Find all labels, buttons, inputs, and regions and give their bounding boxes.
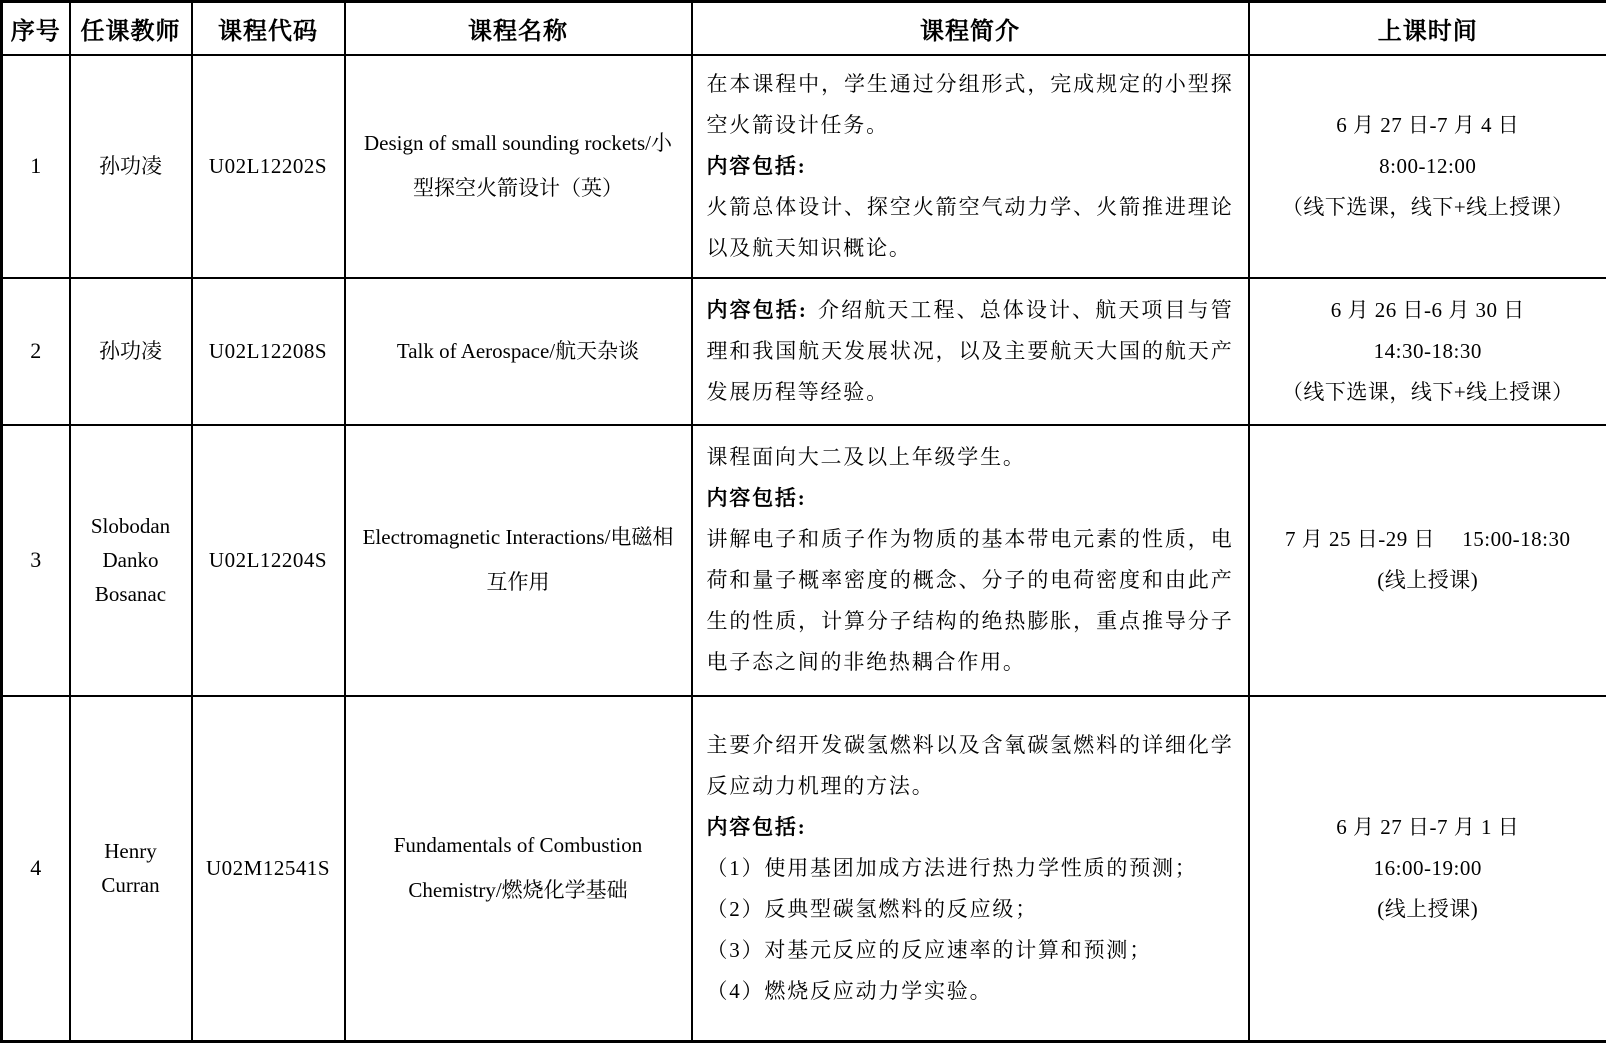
time-line: （线下选课，线下+线上授课） <box>1256 372 1601 413</box>
intro-list-item: （3）对基元反应的反应速率的计算和预测； <box>707 930 1234 971</box>
intro-cell <box>692 55 1249 278</box>
col-header-intro: 课程简介 <box>692 2 1249 55</box>
intro-paragraph: 主要介绍开发碳氢燃料以及含氧碳氢燃料的详细化学反应动力机理的方法。 <box>707 725 1234 807</box>
intro-label: 内容包括: <box>707 298 808 322</box>
intro-paragraph: 讲解电子和质子作为物质的基本带电元素的性质，电荷和量子概率密度的概念、分子的电荷密度和由此产生的性质，计算分子结构的绝热膨胀，重点推导分子电子态之间的非绝热耦合作用。 <box>707 519 1234 683</box>
col-header-time: 上课时间 <box>1249 2 1606 55</box>
intro-cell <box>692 278 1249 425</box>
time-cell <box>1249 278 1606 425</box>
time-line: 14:30-18:30 <box>1256 331 1601 372</box>
intro-cell <box>692 425 1249 696</box>
intro-list-item: （4）燃烧反应动力学实验。 <box>707 971 1234 1012</box>
intro-label: 内容包括: <box>707 478 1234 519</box>
table-row <box>2 425 1606 696</box>
course-name-cell: Design of small sounding rockets/小型探空火箭设计（英） <box>345 55 692 278</box>
intro-list-item: （1）使用基团加成方法进行热力学性质的预测； <box>707 848 1234 889</box>
table-row <box>2 278 1606 425</box>
index-cell: 2 <box>2 278 70 425</box>
intro-paragraph: 课程面向大二及以上年级学生。 <box>707 437 1234 478</box>
col-header-index: 序号 <box>2 2 70 55</box>
intro-paragraph: 在本课程中，学生通过分组形式，完成规定的小型探空火箭设计任务。 <box>707 64 1234 146</box>
time-line: 16:00-19:00 <box>1256 848 1601 889</box>
time-cell <box>1249 55 1606 278</box>
course-name-cell: Fundamentals of Combustion Chemistry/燃烧化学基础 <box>345 696 692 1042</box>
course-name-cell: Talk of Aerospace/航天杂谈 <box>345 278 692 425</box>
teacher-cell: 孙功凌 <box>70 278 192 425</box>
header-row <box>2 2 1606 55</box>
col-header-code: 课程代码 <box>192 2 345 55</box>
teacher-cell: 孙功凌 <box>70 55 192 278</box>
time-line: (线上授课) <box>1256 889 1601 930</box>
table-row <box>2 55 1606 278</box>
intro-label: 内容包括: <box>707 807 1234 848</box>
course-name-cell: Electromagnetic Interactions/电磁相互作用 <box>345 425 692 696</box>
time-line: 6 月 27 日-7 月 4 日 <box>1256 105 1601 146</box>
intro-label: 内容包括: <box>707 146 1234 187</box>
index-cell: 4 <box>2 696 70 1042</box>
time-line: 6 月 26 日-6 月 30 日 <box>1256 290 1601 331</box>
time-line: 6 月 27 日-7 月 1 日 <box>1256 807 1601 848</box>
code-cell: U02L12208S <box>192 278 345 425</box>
table-row <box>2 696 1606 1042</box>
intro-paragraph: 内容包括: 介绍航天工程、总体设计、航天项目与管理和我国航天发展状况，以及主要航天大国的航天产发展历程等经验。 <box>707 290 1234 413</box>
teacher-cell: Slobodan Danko Bosanac <box>70 425 192 696</box>
intro-paragraph: 火箭总体设计、探空火箭空气动力学、火箭推进理论以及航天知识概论。 <box>707 187 1234 269</box>
time-line: 8:00-12:00 <box>1256 146 1601 187</box>
time-line: （线下选课，线下+线上授课） <box>1256 187 1601 228</box>
index-cell: 3 <box>2 425 70 696</box>
time-cell <box>1249 425 1606 696</box>
col-header-name: 课程名称 <box>345 2 692 55</box>
time-cell <box>1249 696 1606 1042</box>
intro-list-item: （2）反典型碳氢燃料的反应级； <box>707 889 1234 930</box>
code-cell: U02M12541S <box>192 696 345 1042</box>
code-cell: U02L12204S <box>192 425 345 696</box>
time-line: 7 月 25 日-29 日 15:00-18:30 <box>1256 519 1601 560</box>
teacher-cell: Henry Curran <box>70 696 192 1042</box>
time-line: (线上授课) <box>1256 560 1601 601</box>
intro-cell <box>692 696 1249 1042</box>
code-cell: U02L12202S <box>192 55 345 278</box>
index-cell: 1 <box>2 55 70 278</box>
col-header-teacher: 任课教师 <box>70 2 192 55</box>
